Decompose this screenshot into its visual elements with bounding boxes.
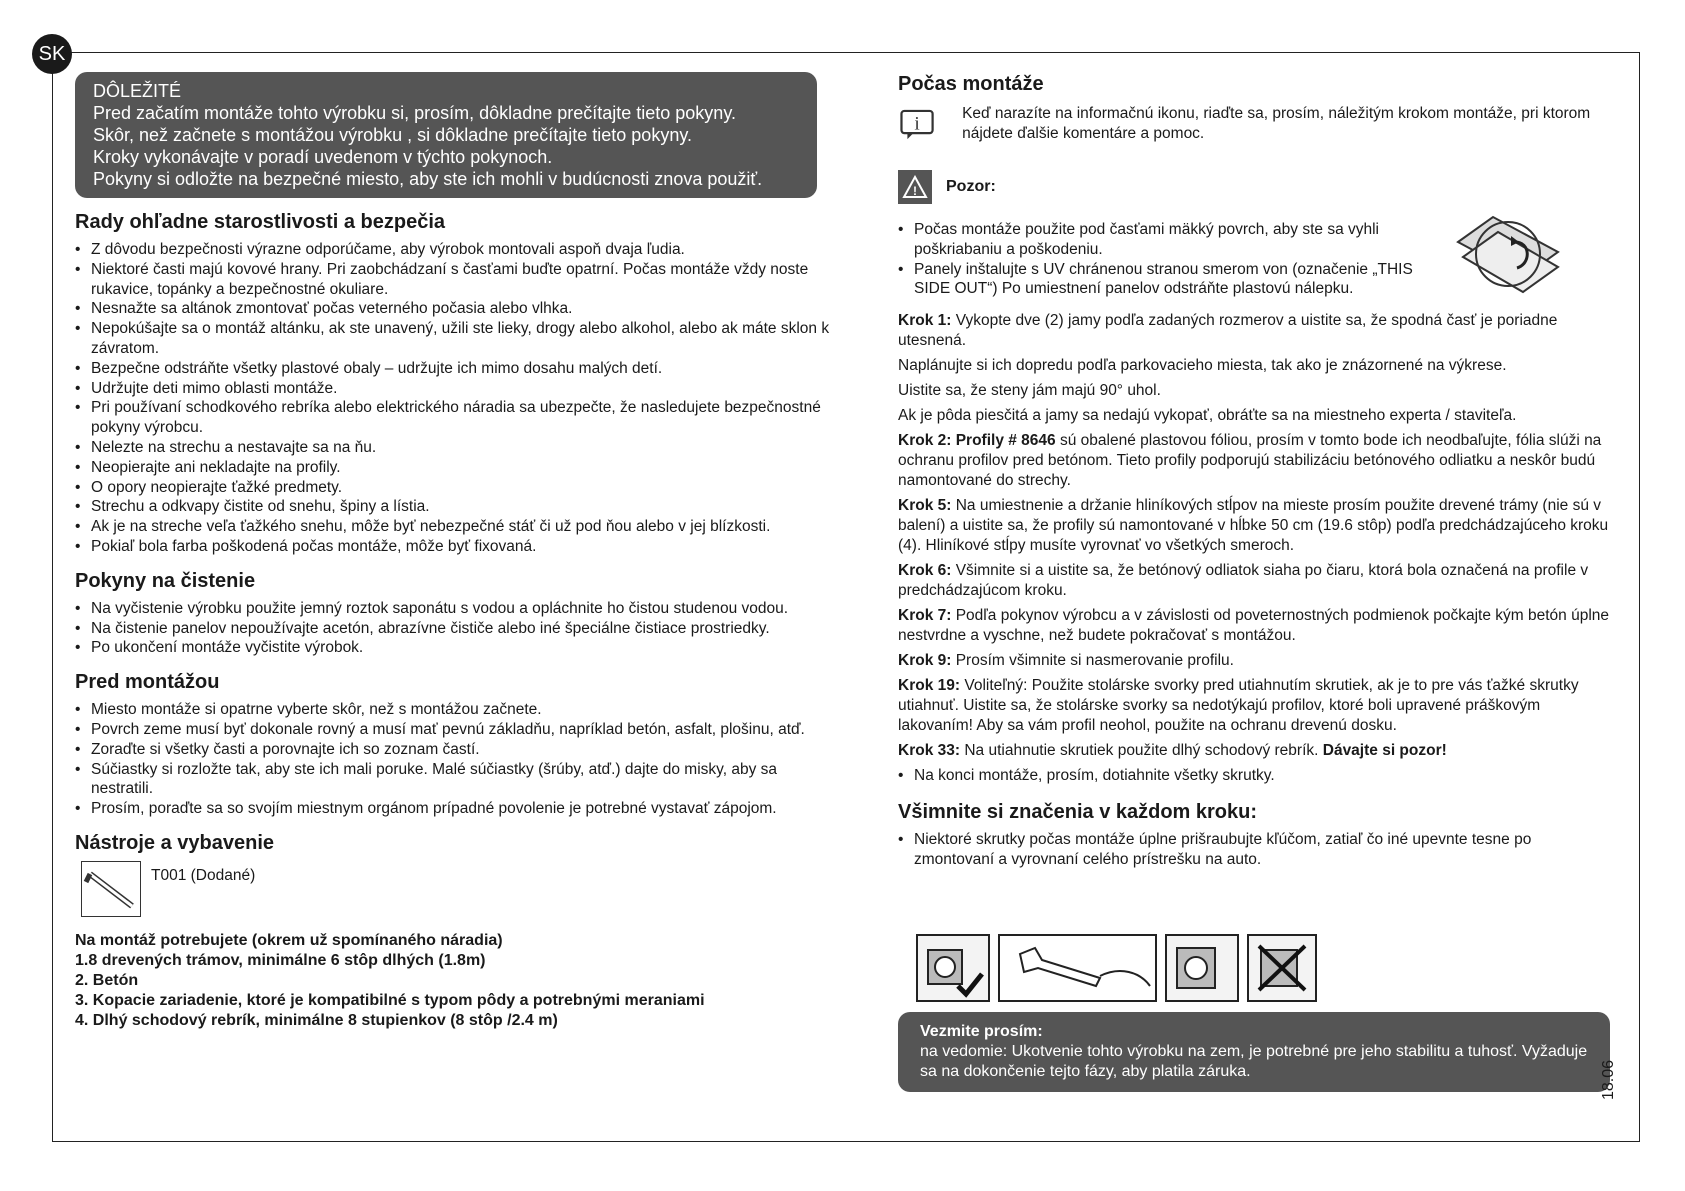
list-item: • Bezpečne odstráňte všetky plastové obaly – udržujte ich mimo dosahu malých detí. [75, 359, 837, 379]
list-item: • Súčiastky si rozložte tak, aby ste ich mali poruke. Malé súčiastky (šrúby, atď.) dajte do misky, aby sa nestratili. [75, 760, 837, 800]
before-heading: Pred montážou [75, 671, 220, 694]
important-line: Pred začatím montáže tohto výrobku si, prosím, dôkladne prečítajte tieto pokyny. [93, 103, 736, 123]
steps [898, 311, 1610, 761]
during-heading: Počas montáže [898, 73, 1044, 95]
step-text: Na umiestnenie a držanie hliníkových stĺpov na mieste prosím použite drevené trámy (nie sú v balení) a uistite sa, že profily sú namontované v hĺbke 50 cm (19.6 stôp) podľa predchádzajúceho kroku (4). Hliníkové stĺpy musíte vyrovnať vo všetkých smeroch. [898, 497, 1609, 555]
list-item: • Niektoré časti majú kovové hrany. Pri zaobchádzaní s časťami buďte opatrní. Počas montáže vždy noste rukavice, topánky a bezpečnostné okuliare. [75, 260, 837, 300]
wrench-icon [998, 934, 1157, 1002]
step-text: Prosím všimnite si nasmerovanie profilu. [951, 652, 1234, 670]
step-paragraph [898, 561, 1610, 601]
step-label: Krok 6: [898, 562, 952, 580]
bolt-icon [1165, 934, 1239, 1002]
list-item: • Niektoré skrutky počas montáže úplne prišraubujte kľúčom, zatiaľ čo iné upevnte tesne po zmontovaní a vyrovnaní celého prístrešku na auto. [898, 830, 1610, 870]
allen-key-icon [81, 861, 141, 917]
step-text: Naplánujte si ich dopredu podľa parkovacieho miesta, tak ako je znázornené na výkrese. [898, 357, 1507, 375]
bolt-tightened-icon [916, 934, 990, 1002]
step-label: Krok 1: [898, 312, 952, 330]
notice-list [898, 830, 1610, 870]
needs-line: 4. Dlhý schodový rebrík, minimálne 8 stupienkov (8 stôp /2.4 m) [75, 1011, 558, 1029]
version-label: 18.06 [1600, 1059, 1617, 1100]
step-paragraph [898, 311, 1610, 351]
list-item: • Prosím, poraďte sa so svojím miestnym orgánom prípadné povolenie je potrebné vystavať zápojom. [75, 799, 837, 819]
left-column [75, 72, 837, 1031]
list-item: • Nesnažte sa altánok zmontovať počas veterného počasia alebo vlhka. [75, 299, 837, 319]
info-row [898, 104, 1610, 146]
tool-label: T001 (Dodané) [151, 866, 256, 884]
svg-text:i: i [914, 113, 920, 135]
list-item: • Povrch zeme musí byť dokonale rovný a musí mať pevnú základňu, napríklad betón, asfalt, plošinu, atď. [75, 720, 837, 740]
svg-text:!: ! [913, 184, 917, 198]
step-paragraph [898, 606, 1610, 646]
step-paragraph [898, 741, 1610, 761]
cleaning-heading: Pokyny na čistenie [75, 569, 256, 592]
step-text: Podľa pokynov výrobcu a v závislosti od poveternostných podmienok počkajte kým betón úplne nestvrdne a vyschne, než budete pokračovať s montážou. [898, 607, 1610, 645]
tool-row [75, 861, 837, 917]
important-line: Skôr, než začnete s montážou výrobku , si dôkladne prečítajte tieto pokyny. [93, 125, 692, 145]
cleaning-list [75, 599, 837, 658]
important-box [75, 72, 817, 198]
list-item: • Zoraďte si všetky časti a porovnajte ich so zoznam častí. [75, 740, 837, 760]
step-text: sú obalené plastovou fóliou, prosím v tomto bode ich neodbaľujte, fólia slúži na ochranu profilov pred betónom. Tieto profily podporujú stabilizáciu betónového odliatku a neskôr budú namontované do strechy. [898, 432, 1602, 490]
note-box [898, 1012, 1610, 1092]
list-item: • Pri používaní schodkového rebríka alebo elektrického náradia sa ubezpečte, že nasledujete bezpečnostné pokyny výrobcu. [75, 398, 837, 438]
notice-heading: Všimnite si značenia v každom kroku: [898, 800, 1258, 823]
step-text: Ak je pôda piesčitá a jamy sa nedajú vykopať, obráťte sa na miestneho experta / staviteľa. [898, 407, 1517, 425]
bolt-loose-icon [1247, 934, 1317, 1002]
list-item: • Udržujte deti mimo oblasti montáže. [75, 379, 837, 399]
step-label: Krok 2: Profily # 8646 [898, 432, 1056, 450]
important-line: Kroky vykonávajte v poradí uvedenom v týchto pokynoch. [93, 147, 553, 167]
list-item: • Panely inštalujte s UV chránenou stranou smerom von (označenie „THIS SIDE OUT“) Po umiestnení panelov odstráňte plastovú nálepku. [898, 260, 1443, 300]
language-badge: SK [32, 34, 72, 74]
warning-icon [898, 170, 932, 204]
list-item: • Nelezte na strechu a nestavajte sa na ňu. [75, 438, 837, 458]
list-item: • Neopierajte ani nekladajte na profily. [75, 458, 837, 478]
step-label: Krok 7: [898, 607, 952, 625]
list-item: • Ak je na streche veľa ťažkého snehu, môže byť nebezpečné stáť či už pod ňou alebo v jej blízkosti. [75, 517, 837, 537]
step-label: Krok 19: [898, 677, 961, 695]
list-item: • O opory neopierajte ťažké predmety. [75, 478, 837, 498]
panel-removal-illustration [1453, 212, 1563, 307]
step-label: Krok 9: [898, 652, 952, 670]
list-item: • Na vyčistenie výrobku použite jemný roztok saponátu s vodou a opláchnite ho čistou studenou vodou. [75, 599, 837, 619]
step-text: Na utiahnutie skrutiek použite dlhý schodový rebrík. [960, 742, 1323, 760]
step-text: Voliteľný: Použite stolárske svorky pred utiahnutím skrutiek, ak je to pre vás ťažké skrutky utiahnuť. Uistite sa, že stolárske svorky sa nedotýkajú profilov, ktoré boli upravené práškovým lakovaním! Aby sa vám profil neohol, použite na ochranu drevenú dosku. [898, 677, 1579, 735]
safety-heading: Rady ohľadne starostlivosti a bezpečia [75, 211, 446, 233]
needs-line: 3. Kopacie zariadenie, ktoré je kompatibilné s typom pôdy a potrebnými meraniami [75, 991, 705, 1009]
final-list [898, 766, 1610, 786]
list-item: • Na čistenie panelov nepoužívajte acetón, abrazívne čističe alebo iné špeciálne čistiace prostriedky. [75, 619, 837, 639]
list-item: • Z dôvodu bezpečnosti výrazne odporúčame, aby výrobok montovali aspoň dvaja ľudia. [75, 240, 837, 260]
warning-label: Pozor: [946, 178, 996, 195]
list-item: • Strechu a odkvapy čistite od snehu, špiny a lístia. [75, 497, 837, 517]
list-item: • Miesto montáže si opatrne vyberte skôr, než s montážou začnete. [75, 700, 837, 720]
important-line: DÔLEŽITÉ [93, 81, 182, 101]
needs-line: 1.8 drevených trámov, minimálne 6 stôp dlhých (1.8m) [75, 951, 486, 969]
step-label: Krok 5: [898, 497, 952, 515]
step-paragraph [898, 381, 1610, 401]
step-warning: Dávajte si pozor! [1322, 742, 1447, 760]
step-paragraph [898, 406, 1610, 426]
warning-list [898, 220, 1443, 299]
note-text: na vedomie: Ukotvenie tohto výrobku na zem, je potrebné pre jeho stabilitu a tuhosť. Vyžaduje sa na dokončenie tejto fázy, aby platila záruka. [920, 1042, 1588, 1080]
step-text: Všimnite si a uistite sa, že betónový odliatok siaha po čiaru, ktorá bola označená na profile v predchádzajúcom kroku. [898, 562, 1589, 600]
list-item: • Po ukončení montáže vyčistite výrobok. [75, 638, 837, 658]
warning-row [898, 170, 1610, 204]
step-text: Vykopte dve (2) jamy podľa zadaných rozmerov a uistite sa, že spodná časť je poriadne utesnená. [898, 312, 1558, 350]
step-label: Krok 33: [898, 742, 961, 760]
before-list [75, 700, 837, 819]
marking-pictograms [916, 934, 1610, 1002]
list-item: • Pokiaľ bola farba poškodená počas montáže, môže byť fixovaná. [75, 537, 837, 557]
step-paragraph [898, 356, 1610, 376]
list-item: • Počas montáže použite pod časťami mäkký povrch, aby ste sa vyhli poškriabaniu a poškodeniu. [898, 220, 1443, 260]
important-line: Pokyny si odložte na bezpečné miesto, aby ste ich mohli v budúcnosti znova použiť. [93, 169, 763, 189]
note-heading: Vezmite prosím: [920, 1022, 1043, 1040]
right-column [898, 72, 1610, 1092]
list-item: • Nepokúšajte sa o montáž altánku, ak ste unavený, užili ste lieky, drogy alebo alkohol, alebo ak máte sklon k závratom. [75, 319, 837, 359]
step-paragraph [898, 431, 1610, 491]
step-paragraph [898, 676, 1610, 736]
info-icon [900, 104, 934, 146]
needs-line: Na montáž potrebujete (okrem už spomínaného náradia) [75, 931, 503, 949]
needs-line: 2. Betón [75, 971, 139, 989]
step-paragraph [898, 651, 1610, 671]
safety-list [75, 240, 837, 557]
info-text: Keď narazíte na informačnú ikonu, riaďte sa, prosím, náležitým krokom montáže, pri ktorom nájdete ďalšie komentáre a pomoc. [962, 105, 1591, 142]
step-paragraph [898, 496, 1610, 556]
needs-list [75, 931, 837, 1031]
step-text: Uistite sa, že steny jám majú 90° uhol. [898, 382, 1161, 400]
tools-heading: Nástroje a vybavenie [75, 831, 274, 854]
list-item: • Na konci montáže, prosím, dotiahnite všetky skrutky. [898, 766, 1610, 786]
